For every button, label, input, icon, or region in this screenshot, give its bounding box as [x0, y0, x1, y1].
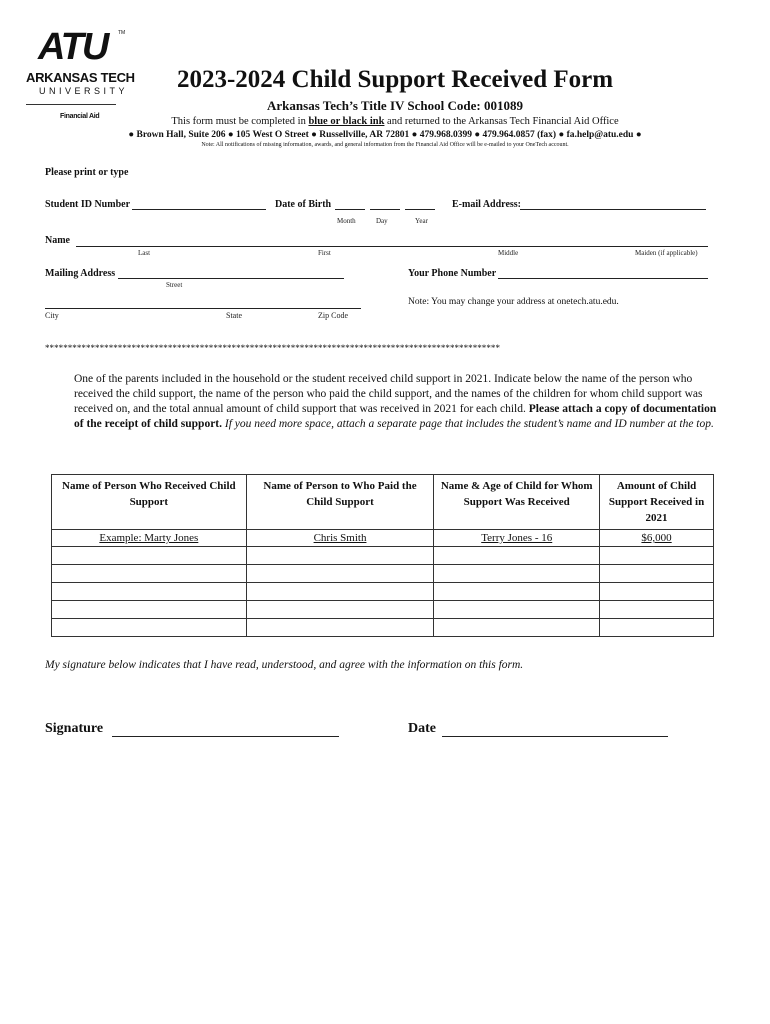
- instructions-paragraph: One of the parents included in the household or the student received child support in 2021. Indicate below the name of the person who received the child support, the name of the person who paid the child support, and the names of the children for whom child support was received on, and the total annual amount of child support that was received in 2021 for each child.: [74, 373, 703, 415]
- student-id-field[interactable]: [132, 209, 266, 210]
- notification-note: Note: All notifications of missing information, awards, and general information from the Financial Aid Office will be e-mailed to your OneTech account.: [201, 142, 569, 148]
- signature-label: Signature: [45, 721, 104, 736]
- mailing-address-label: Mailing Address: [45, 268, 116, 279]
- amount-cell[interactable]: [600, 583, 714, 601]
- amount-cell[interactable]: [600, 547, 714, 565]
- example-amount-cell: [600, 530, 714, 547]
- school-code: Arkansas Tech’s Title IV School Code: 001089: [267, 98, 523, 113]
- example-payer-cell: [246, 530, 434, 547]
- city-state-zip-field[interactable]: [45, 308, 361, 309]
- table-header-row: [52, 475, 714, 530]
- office-address: ● Brown Hall, Suite 206 ● 105 West O Street ● Russellville, AR 72801 ● 479.968.0399 ● 479.964.0857 (fax) ● fa.help@atu.edu ●: [128, 130, 642, 140]
- header-payer: Name of Person to Who Paid the Child Support: [246, 475, 434, 530]
- name-first-caption: First: [318, 249, 331, 257]
- dob-year-field[interactable]: [405, 209, 435, 210]
- amount-cell[interactable]: [600, 565, 714, 583]
- payer-cell[interactable]: [246, 547, 434, 565]
- logo-line2: UNIVERSITY: [39, 86, 129, 96]
- child-cell[interactable]: [434, 601, 600, 619]
- logo-line1: ARKANSAS TECH: [26, 70, 135, 85]
- ink-instruction: [130, 116, 660, 127]
- receiver-cell[interactable]: [52, 583, 247, 601]
- child-support-table: [51, 474, 714, 637]
- logo-mark: ATU: [38, 26, 108, 68]
- ink-instruction-post: and returned to the Arkansas Tech Financial Aid Office: [384, 116, 619, 127]
- header-receiver: Name of Person Who Received Child Support: [52, 475, 247, 530]
- dob-label: Date of Birth: [275, 199, 332, 210]
- table-row-example: [52, 530, 714, 547]
- example-receiver-cell: [52, 530, 247, 547]
- dob-month-caption: Month: [337, 217, 356, 225]
- child-cell[interactable]: [434, 583, 600, 601]
- dob-day-caption: Day: [376, 217, 388, 225]
- logo-dept: Financial Aid: [60, 113, 100, 120]
- attach-documentation-note: Please attach a copy of documentation of the receipt of child support.: [74, 403, 717, 430]
- street-caption: Street: [166, 281, 183, 289]
- email-label: E-mail Address:: [452, 199, 521, 210]
- example-amount: $6,000: [641, 532, 672, 544]
- table-row: [52, 547, 714, 565]
- dob-year-caption: Year: [415, 217, 428, 225]
- example-payer: Chris Smith: [313, 532, 367, 544]
- ink-instruction-ink: blue or black ink: [308, 116, 385, 127]
- logo-tm: TM: [118, 30, 126, 36]
- dob-day-field[interactable]: [370, 209, 400, 210]
- atu-logo: [26, 26, 135, 124]
- extra-space-note: If you need more space, attach a separate page that includes the student’s name and ID number at the top.: [224, 418, 714, 430]
- date-field[interactable]: [442, 736, 668, 737]
- separator: ****************************************************************************************************: [45, 343, 500, 353]
- signature-field[interactable]: [112, 736, 339, 737]
- zip-caption: Zip Code: [318, 311, 348, 320]
- amount-cell[interactable]: [600, 619, 714, 637]
- receiver-cell[interactable]: [52, 565, 247, 583]
- example-child-cell: [434, 530, 600, 547]
- phone-label: Your Phone Number: [408, 268, 497, 279]
- table-row: [52, 601, 714, 619]
- payer-cell[interactable]: [246, 601, 434, 619]
- payer-cell[interactable]: [246, 619, 434, 637]
- instructions: [74, 372, 717, 432]
- example-receiver: Example: Marty Jones: [99, 532, 199, 544]
- receiver-cell[interactable]: [52, 601, 247, 619]
- form-title: 2023-2024 Child Support Received Form: [176, 66, 614, 93]
- signature-statement: My signature below indicates that I have read, understood, and agree with the information on this form.: [45, 659, 524, 671]
- mailing-street-field[interactable]: [118, 278, 344, 279]
- child-cell[interactable]: [434, 619, 600, 637]
- student-id-label: Student ID Number: [45, 199, 131, 210]
- ink-instruction-pre: This form must be completed in: [171, 116, 309, 127]
- name-maiden-caption: Maiden (if applicable): [635, 249, 698, 257]
- header-child: Name & Age of Child for Whom Support Was Received: [434, 475, 600, 530]
- name-field[interactable]: [76, 246, 708, 247]
- payer-cell[interactable]: [246, 565, 434, 583]
- state-caption: State: [226, 311, 242, 320]
- table-row: [52, 583, 714, 601]
- header-amount: Amount of Child Support Received in 2021: [600, 475, 714, 530]
- receiver-cell[interactable]: [52, 619, 247, 637]
- receiver-cell[interactable]: [52, 547, 247, 565]
- city-caption: City: [45, 311, 59, 320]
- dob-month-field[interactable]: [335, 209, 365, 210]
- phone-field[interactable]: [498, 278, 708, 279]
- address-change-note: Note: You may change your address at onetech.atu.edu.: [408, 297, 619, 307]
- payer-cell[interactable]: [246, 583, 434, 601]
- example-child: Terry Jones - 16: [481, 532, 553, 544]
- print-note: Please print or type: [45, 167, 129, 178]
- child-cell[interactable]: [434, 547, 600, 565]
- amount-cell[interactable]: [600, 601, 714, 619]
- email-field[interactable]: [520, 209, 706, 210]
- table-row: [52, 565, 714, 583]
- name-last-caption: Last: [138, 249, 151, 257]
- date-label: Date: [408, 721, 436, 736]
- name-label: Name: [45, 235, 70, 246]
- table-row: [52, 619, 714, 637]
- name-middle-caption: Middle: [498, 249, 519, 257]
- child-cell[interactable]: [434, 565, 600, 583]
- logo-divider: [26, 104, 116, 105]
